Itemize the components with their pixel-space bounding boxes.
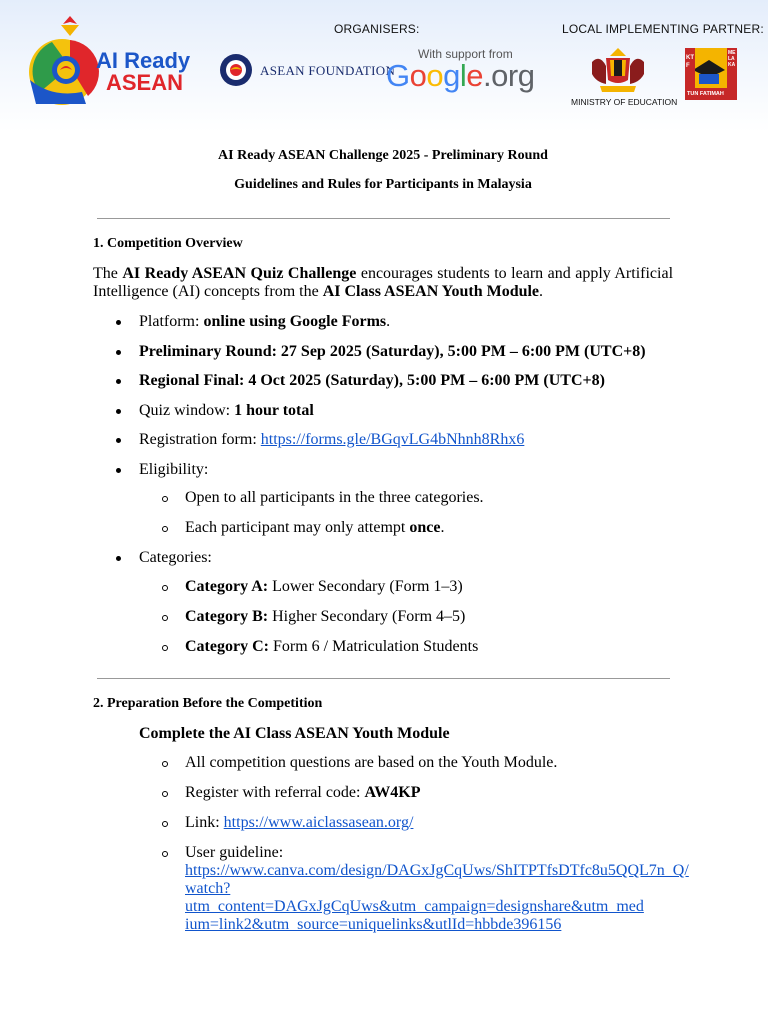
bullet-icon <box>116 379 121 384</box>
intro-text: encourages students to learn and apply Artificial Intelligence (AI) concepts from the <box>93 265 674 300</box>
eligibility-list <box>185 489 685 548</box>
circle-bullet-icon <box>162 496 168 502</box>
support-label: With support from <box>418 47 513 61</box>
category-b-value: Higher Secondary (Form 4–5) <box>268 608 466 625</box>
ktf-side-text: MELAKA <box>728 50 736 68</box>
brand-line1: AI Ready <box>96 48 191 73</box>
google-letter: g <box>443 58 460 93</box>
google-letter: o <box>409 58 427 93</box>
youth-module-name: AI Class ASEAN Youth Module <box>322 283 540 300</box>
list-item-eligibility-open <box>185 489 685 519</box>
eligibility-emphasis: once <box>409 518 441 536</box>
brand-line2: ASEAN <box>106 70 184 95</box>
preliminary-round-date: Preliminary Round: 27 Sep 2025 (Saturday), 5:00 PM – 6:00 PM (UTC+8) <box>139 342 646 360</box>
section1-intro <box>93 265 673 301</box>
bullet-icon <box>116 350 121 355</box>
partner-label: LOCAL IMPLEMENTING PARTNER: <box>562 22 764 36</box>
list-item-link <box>185 814 685 844</box>
ministry-of-education-label: MINISTRY OF EDUCATION <box>571 97 678 107</box>
list-item-category-b <box>185 608 685 638</box>
platform-value: online using Google Forms <box>203 313 387 330</box>
circle-bullet-icon <box>162 645 168 651</box>
intro-text: The <box>93 265 123 282</box>
referral-label: Register with referral code: <box>185 784 365 801</box>
eligibility-text: . <box>440 518 445 536</box>
circle-bullet-icon <box>162 851 168 857</box>
intro-text: . <box>539 283 544 300</box>
list-item-module-basis <box>185 754 685 784</box>
section2-subheading: Complete the AI Class ASEAN Youth Module <box>139 725 450 742</box>
list-item-category-a <box>185 578 685 608</box>
category-b-label: Category B: <box>185 608 269 625</box>
link-line: watch?utm_content=DAGxJgCqUws&utm_campaign=designshare&utm_med <box>185 880 644 915</box>
referral-code: AW4KP <box>364 784 421 801</box>
google-letter: l <box>459 58 467 93</box>
bullet-icon <box>116 468 121 473</box>
divider <box>97 678 670 679</box>
google-org-suffix: .org <box>483 58 535 93</box>
list-item-final <box>139 372 679 402</box>
registration-label: Registration form: <box>139 431 261 448</box>
categories-list <box>139 549 679 579</box>
overview-list <box>139 313 679 490</box>
circle-bullet-icon <box>162 761 168 767</box>
platform-end: . <box>386 313 391 330</box>
list-item-eligibility <box>139 461 679 491</box>
circle-bullet-icon <box>162 526 168 532</box>
list-item-category-c <box>185 638 685 668</box>
divider <box>97 218 670 219</box>
list-item-eligibility-once <box>185 519 685 549</box>
page-header <box>0 0 768 132</box>
preparation-text: All competition questions are based on the Youth Module. <box>185 754 558 771</box>
regional-final-date: Regional Final: 4 Oct 2025 (Saturday), 5:00 PM – 6:00 PM (UTC+8) <box>139 372 605 389</box>
categories-label: Categories: <box>139 549 212 566</box>
list-item-registration <box>139 431 679 461</box>
bullet-icon <box>116 556 121 561</box>
aiclassasean-link[interactable]: https://www.aiclassasean.org/ <box>223 814 414 831</box>
asean-foundation-name: ASEAN FOUNDATION <box>260 63 396 78</box>
quiz-window-value: 1 hour total <box>234 401 314 419</box>
platform-label: Platform: <box>139 313 204 330</box>
ktf-top-text: KTF <box>686 55 694 69</box>
eligibility-text: Each participant may only attempt <box>185 518 410 536</box>
user-guideline-label: User guideline: <box>185 844 284 861</box>
asean-foundation-emblem-icon <box>218 52 254 88</box>
eligibility-text: Open to all participants in the three categories. <box>185 489 484 506</box>
organisers-label: ORGANISERS: <box>334 22 420 36</box>
circle-bullet-icon <box>162 615 168 621</box>
bullet-icon <box>116 320 121 325</box>
preparation-list <box>185 754 689 934</box>
category-a-value: Lower Secondary (Form 1–3) <box>268 578 463 595</box>
document-title: AI Ready ASEAN Challenge 2025 - Preliminary Round <box>218 148 548 163</box>
registration-form-link[interactable]: https://forms.gle/BGqvLG4bNhnh8Rhx6 <box>260 431 525 448</box>
category-c-value: Form 6 / Matriculation Students <box>268 638 479 655</box>
quiz-challenge-name: AI Ready ASEAN Quiz Challenge <box>122 265 357 282</box>
bullet-icon <box>116 438 121 443</box>
category-c-label: Category C: <box>185 638 269 655</box>
ktf-melaka-logo <box>685 48 737 100</box>
link-label: Link: <box>185 814 224 831</box>
section2-heading: 2. Preparation Before the Competition <box>93 696 323 711</box>
bullet-icon <box>116 409 121 414</box>
circle-bullet-icon <box>162 821 168 827</box>
brand-wordmark <box>96 50 190 94</box>
eligibility-label: Eligibility: <box>139 460 209 478</box>
document-subtitle: Guidelines and Rules for Participants in Malaysia <box>234 177 532 192</box>
google-letter: G <box>386 58 410 93</box>
list-item-quiz-window <box>139 402 679 432</box>
list-item-platform <box>139 313 679 343</box>
category-a-label: Category A: <box>185 578 269 595</box>
link-line: https://www.canva.com/design/DAGxJgCqUws/ShITPTfsDTfc8u5QQL7n_Q/ <box>185 862 689 879</box>
section1-heading: 1. Competition Overview <box>93 236 243 251</box>
quiz-window-label: Quiz window: <box>139 401 235 419</box>
google-org-logo <box>386 58 534 94</box>
ktf-bottom-text: TUN FATIMAH <box>687 91 724 97</box>
list-item-preliminary <box>139 343 679 373</box>
google-letter: e <box>466 58 484 93</box>
list-item-categories <box>139 549 679 579</box>
link-line: ium=link2&utm_source=uniquelinks&utlId=hbbde396156 <box>185 916 562 933</box>
user-guideline-link[interactable] <box>185 862 689 934</box>
ministry-of-education-crest-icon <box>586 46 650 96</box>
list-item-user-guideline <box>185 844 689 934</box>
circle-bullet-icon <box>162 791 168 797</box>
circle-bullet-icon <box>162 585 168 591</box>
list-item-referral-code <box>185 784 685 814</box>
google-letter: o <box>426 58 444 93</box>
category-items <box>185 578 685 668</box>
